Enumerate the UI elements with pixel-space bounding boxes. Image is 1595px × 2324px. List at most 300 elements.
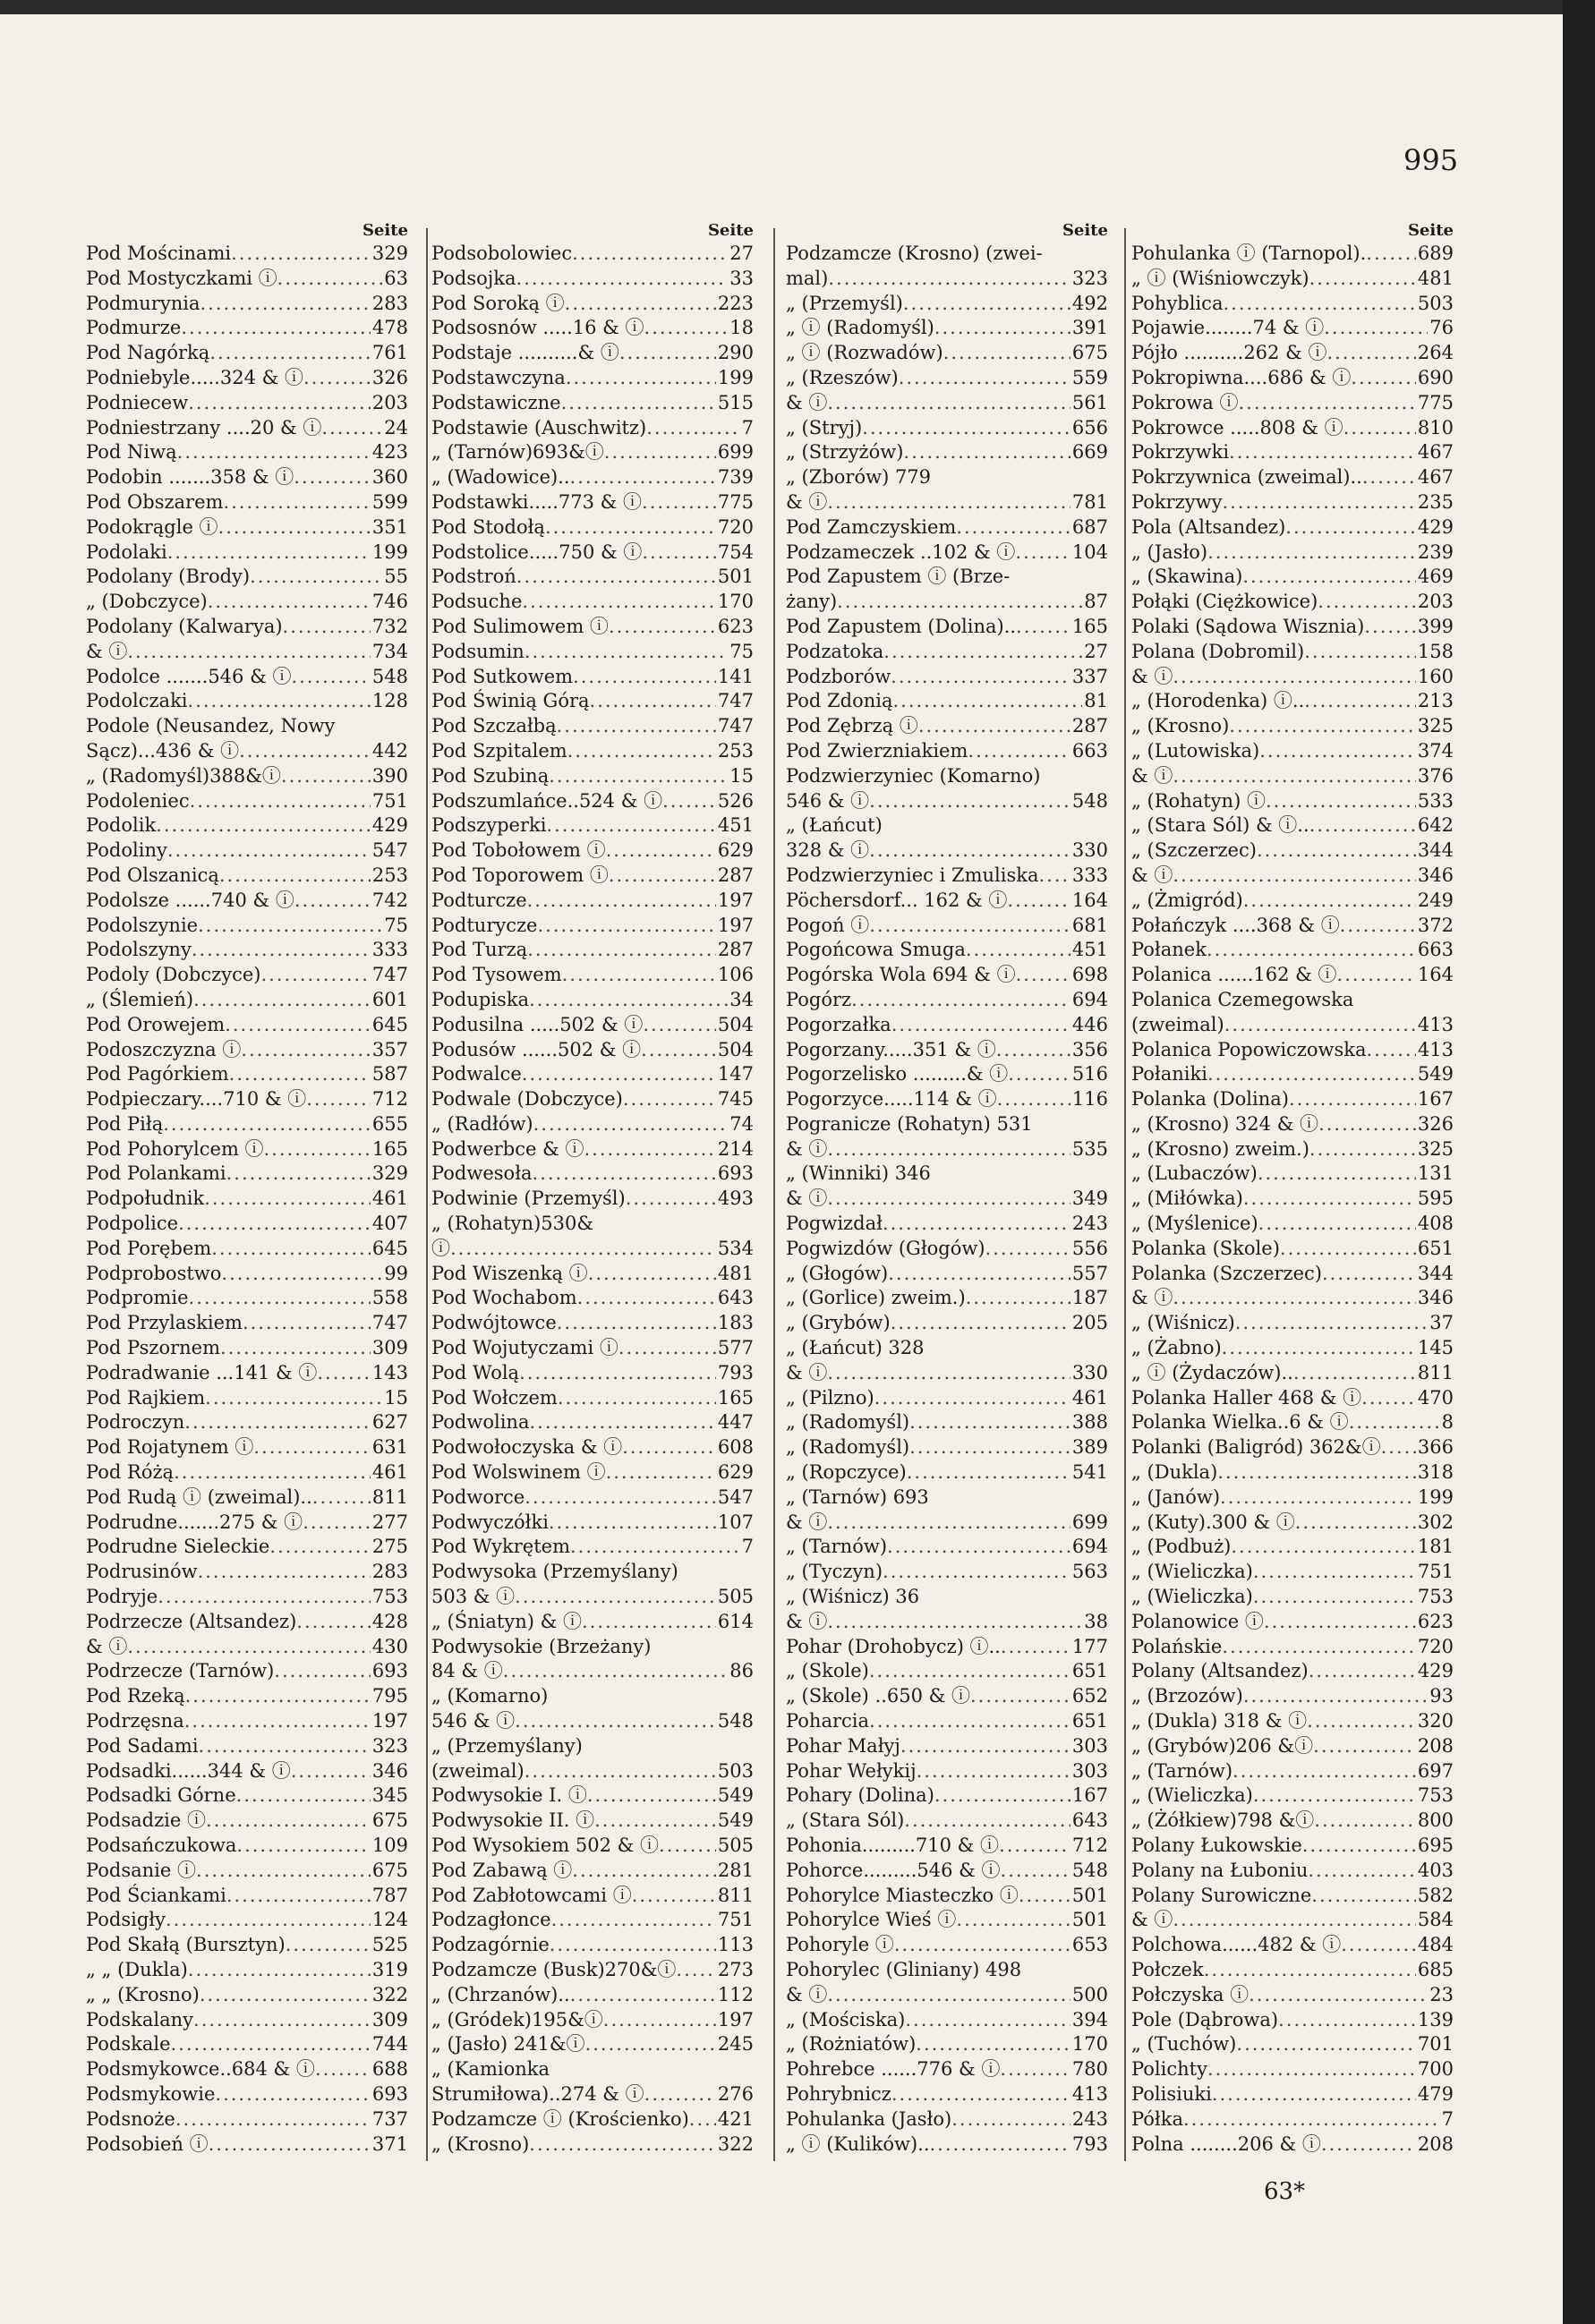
column-header: Seite xyxy=(362,221,408,240)
index-entry xyxy=(431,1859,754,1884)
dot-leader xyxy=(827,1511,1070,1536)
entry-name: Sącz)...436 & ⓘ xyxy=(86,739,240,762)
dot-leader xyxy=(529,2132,716,2158)
entry-name: Podzamcze (Busk)270&ⓘ xyxy=(431,1958,677,1980)
index-entry xyxy=(86,1187,408,1212)
entry-page: 374 xyxy=(1417,739,1454,762)
entry-page: 7 xyxy=(1441,2107,1454,2130)
index-entry xyxy=(786,889,1108,914)
entry-name: „ (Krosno) 324 & ⓘ xyxy=(1131,1112,1319,1135)
dot-leader xyxy=(188,391,371,416)
dot-leader xyxy=(1236,2032,1416,2057)
index-entry xyxy=(431,1933,754,1958)
dot-leader xyxy=(903,440,1070,465)
dot-leader xyxy=(1381,1435,1416,1460)
entry-page: 732 xyxy=(371,615,408,637)
index-entry xyxy=(431,1112,754,1137)
entry-name: „ (Jasło) xyxy=(1131,541,1208,563)
entry-name: Pöchersdorf... 162 & ⓘ xyxy=(786,889,1008,911)
dot-leader xyxy=(916,2032,1070,2057)
entry-name: Pod Szpitalem xyxy=(431,739,567,762)
dot-leader xyxy=(827,1187,1070,1212)
dot-leader xyxy=(1351,366,1416,391)
index-entry xyxy=(1131,1511,1454,1536)
index-entry xyxy=(1131,1783,1454,1809)
entry-page: 303 xyxy=(1071,1759,1108,1782)
index-entry xyxy=(86,1435,408,1460)
entry-name: Podolany (Kalwarya) xyxy=(86,615,283,637)
entry-page: 333 xyxy=(1071,864,1108,886)
entry-name: Pohoryle ⓘ xyxy=(786,1934,894,1956)
dot-leader xyxy=(1001,1635,1070,1660)
index-entry xyxy=(431,2082,754,2107)
index-entry xyxy=(786,1884,1108,1909)
dot-leader xyxy=(1173,1286,1416,1311)
index-entry xyxy=(431,1485,754,1511)
index-entry xyxy=(86,1560,408,1585)
dot-leader xyxy=(557,714,716,739)
dot-leader xyxy=(644,316,729,341)
entry-page: 548 xyxy=(371,665,408,687)
dot-leader xyxy=(1314,1809,1416,1834)
index-entry xyxy=(431,689,754,714)
dot-leader xyxy=(296,1610,371,1635)
entry-page: 525 xyxy=(371,1934,408,1956)
index-entry xyxy=(86,366,408,391)
index-entry xyxy=(1131,292,1454,317)
dot-leader xyxy=(1222,1635,1416,1660)
entry-name: Pohorylec (Gliniany) 498 xyxy=(786,1958,1022,1980)
index-entry xyxy=(1131,1709,1454,1734)
entry-page: 181 xyxy=(1417,1536,1454,1558)
index-entry xyxy=(86,963,408,988)
index-entry xyxy=(431,988,754,1013)
dot-leader xyxy=(891,2082,1070,2107)
index-entry xyxy=(1131,764,1454,789)
entry-page: 793 xyxy=(717,1361,754,1383)
dot-leader xyxy=(827,1361,1070,1386)
index-entry xyxy=(431,1610,754,1635)
entry-page: 470 xyxy=(1417,1386,1454,1409)
entry-page: 273 xyxy=(717,1958,754,1980)
index-entry xyxy=(1131,963,1454,988)
dot-leader xyxy=(239,739,371,764)
entry-page: 577 xyxy=(717,1337,754,1359)
entry-name: „ (Winniki) 346 xyxy=(786,1162,931,1185)
entry-name: Pod Niwą xyxy=(86,441,177,464)
entry-page: 197 xyxy=(371,1710,408,1732)
dot-leader xyxy=(525,1485,716,1511)
entry-name: Pod Wolą xyxy=(431,1361,520,1383)
index-entry xyxy=(431,1361,754,1386)
entry-page: 775 xyxy=(717,490,754,513)
entry-page: 695 xyxy=(1417,1835,1454,1856)
entry-page: 394 xyxy=(1071,2008,1108,2030)
dot-leader xyxy=(225,1013,371,1038)
index-entry xyxy=(86,1062,408,1087)
entry-name: Podwinie (Przemyśl) xyxy=(431,1188,626,1210)
entry-page: 24 xyxy=(384,416,408,438)
index-entry xyxy=(1131,316,1454,341)
index-entry xyxy=(1131,1187,1454,1212)
entry-name: „ (Mościska) xyxy=(786,2008,906,2030)
entry-page: 712 xyxy=(371,1088,408,1111)
entry-name: Polaki (Sądowa Wisznia) xyxy=(1131,615,1365,637)
dot-leader xyxy=(662,789,716,814)
entry-name: Podsmykowce..684 & ⓘ xyxy=(86,2058,315,2081)
entry-name: Podwerbce & ⓘ xyxy=(431,1137,584,1160)
entry-page: 693 xyxy=(371,2082,408,2105)
entry-name: „ (Łańcut) 328 xyxy=(786,1337,925,1359)
index-entry xyxy=(1131,813,1454,839)
entry-name: Podusów ......502 & ⓘ xyxy=(431,1038,642,1060)
entry-page: 15 xyxy=(729,764,754,787)
index-entry xyxy=(1131,864,1454,889)
entry-page: 535 xyxy=(1071,1137,1108,1160)
entry-name: Pod Świnią Górą xyxy=(431,690,590,712)
dot-leader xyxy=(1183,2107,1440,2132)
index-entry xyxy=(86,1585,408,1610)
entry-name: Pogórz xyxy=(786,988,852,1010)
entry-page: 698 xyxy=(1071,964,1108,986)
index-entry xyxy=(786,316,1108,341)
index-entry xyxy=(431,1311,754,1336)
index-entry xyxy=(431,1237,754,1262)
entry-page: 76 xyxy=(1429,317,1454,339)
entry-page: 421 xyxy=(717,2107,754,2130)
entry-page: 239 xyxy=(1417,541,1454,563)
entry-page: 330 xyxy=(1071,839,1108,862)
dot-leader xyxy=(178,1212,371,1237)
dot-leader xyxy=(1235,1311,1429,1336)
entry-page: 675 xyxy=(371,1859,408,1881)
entry-name: „ (Dobczyce) xyxy=(86,591,208,613)
entry-name: Podwójtowce xyxy=(431,1312,557,1334)
entry-name: Podniecew xyxy=(86,391,189,413)
dot-leader xyxy=(828,267,1070,292)
entry-name: „ (Stryj) xyxy=(786,416,863,438)
entry-name: „ (Radomyśl) xyxy=(786,1411,910,1434)
entry-page: 165 xyxy=(717,1386,754,1409)
index-entry xyxy=(786,2008,1108,2033)
entry-name: „ ⓘ (Radomyśl) xyxy=(786,317,934,339)
index-entry xyxy=(786,665,1108,690)
dot-leader xyxy=(1349,1410,1440,1435)
entry-name: „ ⓘ (Żydaczów).. xyxy=(1131,1361,1293,1383)
entry-name: Podszumlańce..524 & ⓘ xyxy=(431,789,663,812)
dot-leader xyxy=(905,2008,1070,2033)
entry-page: 164 xyxy=(1071,889,1108,911)
entry-name: Pohar Wełykij xyxy=(786,1759,917,1782)
dot-leader xyxy=(236,1834,371,1859)
entry-name: Podzborów xyxy=(786,665,891,687)
index-entry xyxy=(1131,739,1454,764)
index-entry xyxy=(86,515,408,541)
index-entry xyxy=(431,465,754,490)
entry-page: 428 xyxy=(371,1610,408,1632)
entry-name: Pod Pszornem xyxy=(86,1337,220,1359)
dot-leader xyxy=(891,665,1070,690)
dot-leader xyxy=(1309,1137,1416,1162)
entry-page: 141 xyxy=(717,665,754,687)
dot-leader xyxy=(646,416,739,441)
entry-page: 124 xyxy=(371,1909,408,1931)
dot-leader xyxy=(930,2132,1070,2158)
index-entry xyxy=(1131,1112,1454,1137)
index-entry xyxy=(786,1087,1108,1112)
entry-name: Podradwanie ...141 & ⓘ xyxy=(86,1361,318,1383)
entry-page: 503 xyxy=(1417,292,1454,314)
entry-name: Podworce xyxy=(431,1485,525,1508)
entry-page: 693 xyxy=(371,1660,408,1682)
index-entry xyxy=(1131,1435,1454,1460)
dot-leader xyxy=(303,366,371,391)
entry-page: 447 xyxy=(717,1411,754,1434)
entry-page: 754 xyxy=(717,541,754,563)
entry-page: 214 xyxy=(717,1137,754,1160)
index-entry xyxy=(431,1809,754,1834)
index-entry xyxy=(431,1460,754,1485)
index-entry xyxy=(431,864,754,889)
entry-page: 147 xyxy=(717,1063,754,1085)
entry-name: Pokropiwna....686 & ⓘ xyxy=(1131,366,1352,388)
index-entry xyxy=(86,1112,408,1137)
index-entry xyxy=(786,689,1108,714)
index-entry xyxy=(431,292,754,317)
entry-page: 811 xyxy=(717,1884,754,1906)
entry-page: 245 xyxy=(717,2033,754,2056)
index-entry xyxy=(431,565,754,590)
index-entry xyxy=(86,1734,408,1759)
entry-page: 643 xyxy=(717,1287,754,1309)
dot-leader xyxy=(193,988,371,1013)
index-entry xyxy=(86,1137,408,1162)
index-entry xyxy=(786,764,1108,789)
index-entry xyxy=(86,1884,408,1909)
entry-page: 780 xyxy=(1071,2058,1108,2081)
entry-page: 747 xyxy=(371,1312,408,1334)
dot-leader xyxy=(277,267,383,292)
entry-page: 371 xyxy=(371,2132,408,2155)
entry-page: 742 xyxy=(371,889,408,911)
dot-leader xyxy=(1361,1386,1416,1411)
dot-leader xyxy=(188,1958,371,1983)
entry-page: 199 xyxy=(717,366,754,388)
entry-page: 423 xyxy=(371,441,408,464)
index-entry xyxy=(431,1336,754,1361)
dot-leader xyxy=(918,714,1070,739)
entry-name: Pojawie........74 & ⓘ xyxy=(1131,317,1325,339)
entry-name: „ (Krosno) xyxy=(431,2132,530,2155)
dot-leader xyxy=(1223,292,1415,317)
entry-page: 699 xyxy=(1071,1511,1108,1533)
entry-name: ⓘ xyxy=(431,1237,450,1259)
entry-name: Pohar Małyj xyxy=(786,1734,900,1757)
entry-name: „ (Skole) ..650 & ⓘ xyxy=(786,1685,970,1707)
dot-leader xyxy=(565,292,716,317)
index-entry xyxy=(786,1585,1108,1610)
index-entry xyxy=(1131,1262,1454,1287)
entry-page: 337 xyxy=(1071,665,1108,687)
entry-name: Polanowice ⓘ xyxy=(1131,1610,1264,1632)
index-column-4 xyxy=(1131,220,1454,2157)
entry-name: Polisiuki xyxy=(1131,2082,1212,2105)
index-entry xyxy=(86,242,408,267)
entry-name: & ⓘ xyxy=(786,490,828,513)
entry-name: Podupiska xyxy=(431,988,530,1010)
entry-page: 167 xyxy=(1417,1088,1454,1111)
dot-leader xyxy=(561,391,716,416)
dot-leader xyxy=(204,1187,371,1212)
dot-leader xyxy=(306,1087,371,1112)
index-entry xyxy=(86,1684,408,1709)
dot-leader xyxy=(174,1460,371,1485)
entry-name: Pod Wolswinem ⓘ xyxy=(431,1461,606,1484)
entry-page: 131 xyxy=(1417,1162,1454,1185)
entry-name: & ⓘ xyxy=(1131,1909,1173,1931)
dot-leader xyxy=(943,341,1070,366)
dot-leader xyxy=(1016,963,1070,988)
index-column-3 xyxy=(786,220,1108,2157)
dot-leader xyxy=(515,1585,716,1610)
dot-leader xyxy=(573,665,716,690)
entry-name: Pod Toporowem ⓘ xyxy=(431,864,609,886)
entry-page: 346 xyxy=(1417,1287,1454,1309)
entry-page: 753 xyxy=(1417,1586,1454,1608)
dot-leader xyxy=(184,1410,371,1435)
dot-leader xyxy=(171,2032,371,2057)
index-entry xyxy=(1131,2032,1454,2057)
dot-leader xyxy=(644,2082,716,2107)
entry-page: 349 xyxy=(1071,1188,1108,1210)
index-entry xyxy=(786,267,1108,292)
index-entry xyxy=(786,465,1108,490)
entry-page: 283 xyxy=(371,292,408,314)
entry-name: Pod Nagórką xyxy=(86,342,210,364)
entry-name: Podstolice.....750 & ⓘ xyxy=(431,541,643,563)
entry-page: 235 xyxy=(1417,490,1454,513)
index-entry xyxy=(431,963,754,988)
entry-page: 547 xyxy=(717,1485,754,1508)
entry-page: 501 xyxy=(1071,1909,1108,1931)
dot-leader xyxy=(1207,1062,1416,1087)
entry-page: 744 xyxy=(371,2033,408,2056)
dot-leader xyxy=(1224,1013,1416,1038)
entry-page: 253 xyxy=(717,739,754,762)
entry-name: Polany Surowiczne xyxy=(1131,1884,1312,1906)
index-entry xyxy=(786,1237,1108,1262)
index-entry xyxy=(1131,1336,1454,1361)
entry-name: Pokrzywy xyxy=(1131,490,1223,513)
index-entry xyxy=(1131,1386,1454,1411)
entry-page: 501 xyxy=(1071,1884,1108,1906)
entry-name: Podzamcze (Krosno) (zwei- xyxy=(786,243,1043,264)
index-entry xyxy=(1131,839,1454,864)
entry-page: 199 xyxy=(371,541,408,563)
entry-name: Pogorzałka xyxy=(786,1013,891,1035)
dot-leader xyxy=(570,1983,716,2008)
dot-leader xyxy=(200,292,370,317)
entry-name: „ (Komarno) xyxy=(431,1685,549,1707)
dot-leader xyxy=(869,839,1070,864)
entry-name: Pod Zwierzniakiem xyxy=(786,739,968,762)
entry-name: Podniebyle.....324 & ⓘ xyxy=(86,366,303,388)
entry-name: Podwysokie (Brzeżany) xyxy=(431,1635,652,1657)
dot-leader xyxy=(888,1262,1070,1287)
entry-page: 8 xyxy=(1441,1411,1454,1434)
entry-name: Polanka (Skole) xyxy=(1131,1237,1280,1259)
dot-leader xyxy=(199,1734,371,1759)
entry-name: Podrzęsna xyxy=(86,1710,184,1732)
entry-page: 63 xyxy=(384,267,408,289)
dot-leader xyxy=(1204,1958,1416,1983)
entry-page: 645 xyxy=(371,1013,408,1035)
index-entry xyxy=(786,914,1108,939)
entry-page: 170 xyxy=(1071,2033,1108,2056)
entry-page: 372 xyxy=(1417,914,1454,936)
entry-name: Pokrowa ⓘ xyxy=(1131,391,1239,413)
entry-name: Pod Pagórkiem xyxy=(86,1063,229,1085)
index-entry xyxy=(786,1635,1108,1660)
index-entry xyxy=(786,988,1108,1013)
entry-name: Polchowa......482 & ⓘ xyxy=(1131,1934,1342,1956)
dot-leader xyxy=(167,839,371,864)
entry-name: Strumiłowa)..274 & ⓘ xyxy=(431,2082,644,2105)
entry-name: żany) xyxy=(786,591,838,613)
dot-leader xyxy=(594,1809,716,1834)
index-entry xyxy=(86,1983,408,2008)
entry-name: Pod Wochabom xyxy=(431,1287,577,1309)
entry-name: Podole (Neusandez, Nowy xyxy=(86,715,336,737)
entry-page: 346 xyxy=(1417,864,1454,886)
entry-page: 167 xyxy=(1071,1784,1108,1807)
entry-page: 442 xyxy=(371,739,408,762)
entry-page: 213 xyxy=(1417,690,1454,712)
entry-name: Pod Rojatynem ⓘ xyxy=(86,1436,254,1459)
dot-leader xyxy=(1311,1884,1416,1909)
entry-name: Pod Polankami xyxy=(86,1162,226,1185)
entry-name: „ (Rohatyn)530& xyxy=(431,1213,594,1235)
entry-name: Podstaje ..........& ⓘ xyxy=(431,342,619,364)
entry-page: 739 xyxy=(717,466,754,489)
entry-page: 74 xyxy=(729,1112,754,1135)
entry-name: „ ⓘ (Wiśniowczyk) xyxy=(1131,267,1309,289)
dot-leader xyxy=(1264,1610,1416,1635)
index-entry xyxy=(86,938,408,963)
entry-page: 430 xyxy=(371,1635,408,1657)
dot-leader xyxy=(551,1908,716,1933)
dot-leader xyxy=(641,1038,716,1063)
index-entry xyxy=(786,1311,1108,1336)
index-entry xyxy=(786,1361,1108,1386)
entry-page: 183 xyxy=(717,1312,754,1334)
entry-name: „ (Ślemień) xyxy=(86,988,194,1010)
dot-leader xyxy=(1217,1460,1416,1485)
dot-leader xyxy=(181,316,371,341)
entry-page: 669 xyxy=(1071,441,1108,464)
dot-leader xyxy=(934,1783,1070,1809)
dot-leader xyxy=(1222,1336,1416,1361)
entry-page: 700 xyxy=(1417,2058,1454,2081)
entry-name: & ⓘ xyxy=(1131,665,1173,687)
entry-name: Pod Szczałbą xyxy=(431,715,557,737)
index-entry xyxy=(86,640,408,665)
entry-name: „ (Brzozów) xyxy=(1131,1685,1243,1707)
dot-leader xyxy=(1309,267,1416,292)
dot-leader xyxy=(1322,1262,1416,1287)
entry-name: Pogwizdał xyxy=(786,1213,883,1235)
index-entry xyxy=(1131,1162,1454,1187)
